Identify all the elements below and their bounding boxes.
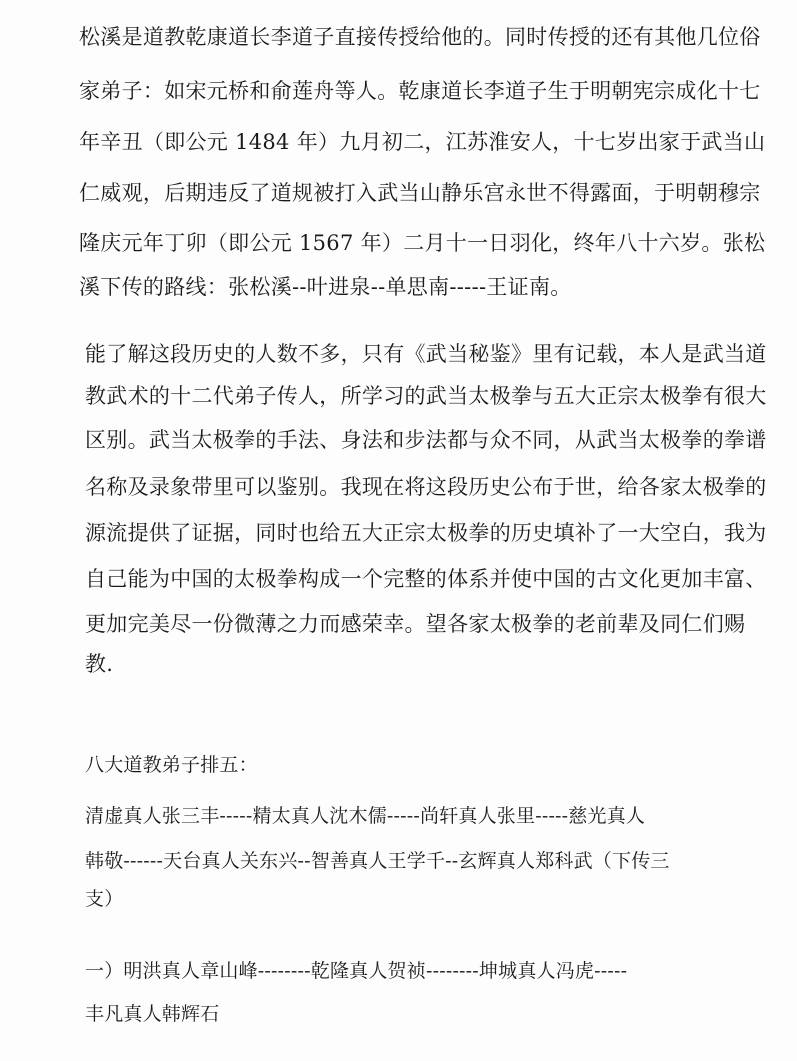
paragraph2-line-3: 区别。武当太极拳的手法、身法和步法都与众不同，从武当太极拳的拳谱 [85, 428, 767, 452]
paragraph1-line-2: 家弟子：如宋元桥和俞莲舟等人。乾康道长李道子生于明朝宪宗成化十七 [79, 79, 761, 103]
paragraph2-line-2: 教武术的十二代弟子传人，所学习的武当太极拳与五大正宗太极拳有很大 [85, 384, 767, 408]
section-heading: 八大道教弟子排五： [85, 754, 258, 776]
lineage-line-3: 支） [85, 888, 124, 910]
paragraph2-line-6: 自己能为中国的太极拳构成一个完整的体系并使中国的古文化更加丰富、 [85, 567, 767, 591]
lineage-line-1: 清虚真人张三丰-----精太真人沈木儒-----尚轩真人张里-----慈光真人 [85, 805, 646, 827]
paragraph1-line-1: 松溪是道教乾康道长李道子直接传授给他的。同时传授的还有其他几位俗 [79, 25, 761, 49]
paragraph2-line-8: 教. [85, 652, 114, 676]
lineage-line-2: 韩敬------天台真人关东兴--智善真人王学千--玄辉真人郑科武（下传三 [85, 850, 670, 872]
paragraph2-line-1: 能了解这段历史的人数不多，只有《武当秘鉴》里有记载，本人是武当道 [85, 342, 767, 366]
paragraph2-line-5: 源流提供了证据，同时也给五大正宗太极拳的历史填补了一大空白，我为 [85, 521, 767, 545]
paragraph1-line-5: 隆庆元年丁卯（即公元 1567 年）二月十一日羽化，终年八十六岁。张松 [79, 231, 766, 255]
branch-line-1: 一）明洪真人章山峰--------乾隆真人贺祯--------坤城真人冯虎----- [85, 960, 628, 982]
paragraph1-line-3: 年辛丑（即公元 1484 年）九月初二，江苏淮安人，十七岁出家于武当山 [79, 130, 766, 154]
paragraph1-line-6: 溪下传的路线：张松溪--叶进泉--单思南-----王证南。 [79, 275, 572, 299]
paragraph1-line-4: 仁威观，后期违反了道规被打入武当山静乐宫永世不得露面，于明朝穆宗 [79, 181, 761, 205]
paragraph2-line-7: 更加完美尽一份微薄之力而感荣幸。望各家太极拳的老前辈及同仁们赐 [85, 612, 746, 636]
paragraph2-line-4: 名称及录象带里可以鉴别。我现在将这段历史公布于世，给各家太极拳的 [85, 475, 767, 499]
branch-line-2: 丰凡真人韩辉石 [85, 1003, 220, 1025]
